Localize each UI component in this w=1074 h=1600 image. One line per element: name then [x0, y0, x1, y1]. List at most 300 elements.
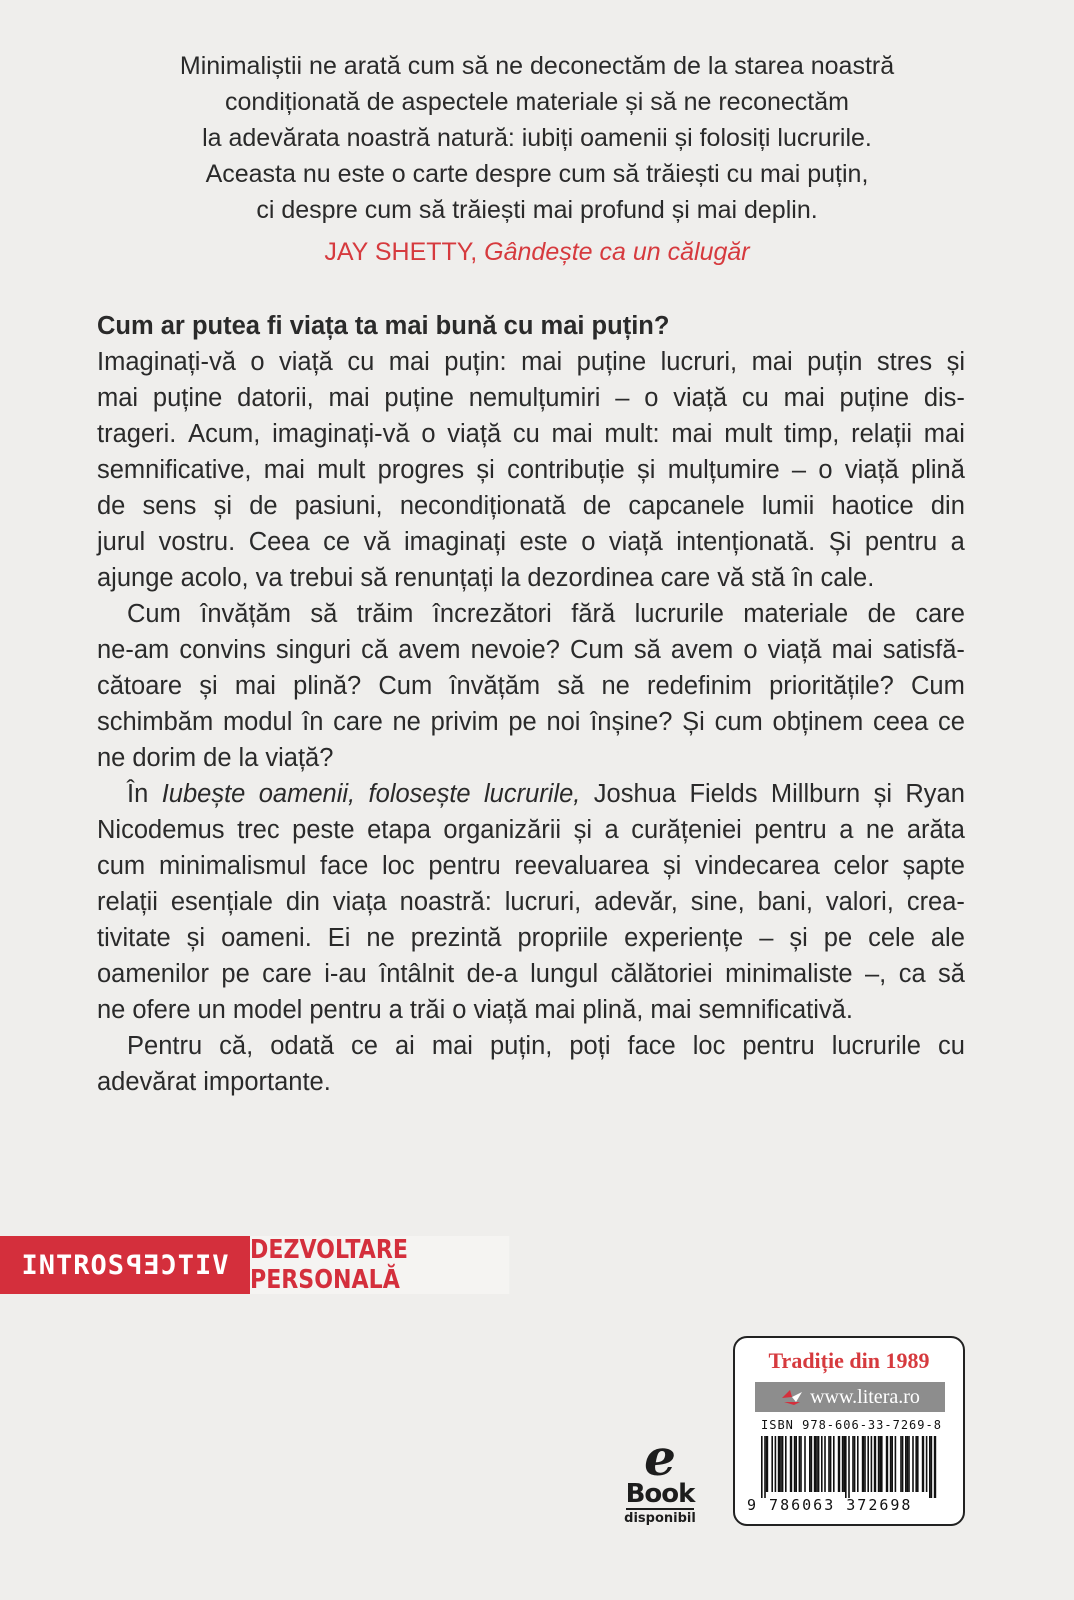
word: capcanele	[628, 492, 745, 520]
ebook-available-text: disponibil	[624, 1511, 696, 1526]
word: haotice	[831, 492, 914, 520]
word: ce	[938, 708, 965, 736]
word: Cum	[127, 600, 181, 628]
word: care	[333, 708, 383, 736]
word: pasiuni,	[294, 492, 383, 520]
word: mai	[234, 672, 276, 700]
word: și	[213, 492, 233, 520]
word: lucrurile	[831, 1032, 921, 1060]
publisher-tradition: Tradiție din 1989	[768, 1348, 930, 1373]
word: trăi	[409, 996, 446, 1024]
text-line	[97, 560, 965, 596]
word: mai	[751, 348, 793, 376]
quote-line: Aceasta nu este o carte despre cum să trăiești cu mai puțin,	[205, 160, 869, 188]
word: cătoare	[97, 672, 183, 700]
word: organizării	[443, 816, 562, 844]
barcode-bar	[824, 1436, 826, 1492]
word: minimaliste	[725, 960, 853, 988]
quote-book-title: Gândește ca un călugăr	[484, 238, 750, 266]
word: un	[197, 996, 226, 1024]
word: o	[452, 996, 467, 1024]
barcode-bar	[862, 1436, 864, 1492]
series-label-mirrored: VITCEP	[125, 1249, 229, 1281]
word: timp,	[784, 420, 840, 448]
word: satisfă-	[882, 636, 965, 664]
word: mult:	[604, 420, 660, 448]
word: valori,	[825, 888, 894, 916]
word: dis-	[923, 384, 965, 412]
word: ne	[97, 744, 126, 772]
word: Cum	[911, 672, 965, 700]
word: pe	[823, 924, 853, 952]
word: Ceea	[248, 528, 310, 556]
barcode-bar	[908, 1436, 910, 1492]
barcode-bar	[886, 1436, 888, 1492]
text-line	[97, 956, 965, 992]
isbn-text: ISBN 978-606-33-7269-8	[761, 1418, 942, 1432]
barcode-bar	[795, 1436, 797, 1492]
word: și	[873, 780, 892, 808]
word: poți	[569, 1032, 611, 1060]
ebook-available-logo	[620, 1428, 700, 1528]
word: Pentru	[127, 1032, 203, 1060]
word: privim	[430, 708, 499, 736]
word: Iubește	[161, 780, 246, 808]
word: renunțați	[394, 564, 494, 592]
word: Acum,	[188, 420, 261, 448]
word: prioritățile?	[769, 672, 894, 700]
word: în	[792, 564, 814, 592]
word: ca	[898, 960, 926, 988]
word: lucrurile	[634, 600, 724, 628]
word: și	[789, 924, 808, 952]
barcode-bar	[816, 1436, 818, 1492]
word: prezintă	[410, 924, 502, 952]
endorsement-quote	[0, 48, 1074, 228]
word: Nicodemus	[97, 816, 225, 844]
word: la	[500, 564, 521, 592]
word: nevoie?	[470, 636, 560, 664]
word: plină?	[293, 672, 362, 700]
word: ale	[930, 924, 965, 952]
word: puține	[384, 384, 454, 412]
word: convins	[179, 636, 266, 664]
word: și	[476, 456, 495, 484]
word: ne-am	[97, 636, 170, 664]
word: și	[637, 456, 656, 484]
word: ne	[97, 996, 126, 1024]
word: înșine?	[590, 708, 673, 736]
word: modul	[222, 708, 293, 736]
word: ne	[366, 924, 395, 952]
word: o	[581, 528, 596, 556]
word: datorii,	[237, 384, 314, 412]
barcode-bar	[900, 1436, 902, 1492]
barcode-bars	[761, 1436, 941, 1498]
word: din	[285, 888, 320, 916]
word: mai	[551, 420, 593, 448]
word: vă	[363, 528, 391, 556]
word: trebui	[289, 564, 354, 592]
barcode-bar	[922, 1436, 924, 1492]
word: stă	[751, 564, 786, 592]
barcode-bar	[814, 1436, 816, 1492]
barcode-bar	[780, 1436, 782, 1492]
word: sine,	[690, 888, 745, 916]
barcode-bar	[828, 1436, 830, 1492]
barcode-bar	[854, 1436, 856, 1492]
text-line	[97, 524, 965, 560]
word: cum	[97, 852, 146, 880]
word: i-au	[324, 960, 367, 988]
quote-line: Minimaliștii ne arată cum să ne deconectăm de la starea noastră	[179, 52, 895, 80]
text-line	[97, 416, 965, 452]
barcode-bar	[845, 1436, 847, 1498]
barcode-bar	[778, 1436, 780, 1492]
word: necondiționată	[399, 492, 566, 520]
word: vostru.	[158, 528, 236, 556]
quote-line: ci despre cum să trăiești mai profund și mai deplin.	[256, 196, 818, 224]
word: trăim	[356, 600, 414, 628]
word: a	[604, 816, 619, 844]
barcode-bar	[881, 1436, 883, 1492]
word: puține	[839, 384, 910, 412]
barcode-bar	[799, 1436, 801, 1492]
word: trageri.	[97, 420, 177, 448]
series-label-normal: INTROS	[21, 1249, 125, 1281]
word: trec	[237, 816, 280, 844]
word: tivitate	[97, 924, 171, 952]
paragraph-4	[97, 1028, 965, 1100]
word: mai	[650, 996, 692, 1024]
barcode-bar	[891, 1436, 893, 1492]
word: să	[360, 564, 388, 592]
text-line	[97, 1064, 965, 1100]
word: ce	[351, 1032, 378, 1060]
word: ce	[323, 528, 351, 556]
barcode-bar	[761, 1436, 763, 1498]
word: plină,	[582, 996, 644, 1024]
quote-author: JAY SHETTY,	[324, 238, 478, 266]
word: imaginați-vă	[272, 420, 410, 448]
word: fără	[571, 600, 616, 628]
ebook-word: Book	[625, 1479, 695, 1509]
word: Joshua	[593, 780, 677, 808]
text-line	[97, 488, 965, 524]
word: a	[839, 816, 854, 844]
word: progres	[377, 456, 465, 484]
word: relații	[97, 888, 158, 916]
word: viață	[673, 384, 728, 412]
word: vă	[717, 564, 745, 592]
barcode-bar	[931, 1436, 933, 1498]
barcode-bar	[867, 1436, 869, 1492]
word: –,	[865, 960, 887, 988]
word: loc	[692, 1032, 726, 1060]
word: să	[938, 960, 965, 988]
word: puțin	[807, 348, 863, 376]
word: mult	[724, 420, 773, 448]
word: adevărat	[97, 1068, 197, 1096]
text-line	[97, 884, 965, 920]
barcode-bar	[934, 1436, 936, 1498]
series-label	[0, 1236, 250, 1294]
ebook-e-letter: e	[644, 1428, 676, 1487]
text-line	[97, 452, 965, 488]
word: de	[582, 492, 612, 520]
category-band	[0, 1236, 555, 1294]
word: cum	[714, 708, 763, 736]
barcode-bar	[929, 1436, 931, 1498]
word: face	[320, 852, 369, 880]
publisher-site-band	[755, 1382, 945, 1412]
barcode-bar	[782, 1436, 784, 1492]
word: propriile	[517, 924, 609, 952]
paragraph-1	[97, 344, 965, 596]
barcode-bar	[842, 1436, 844, 1492]
quote-line: condiționată de aspectele materiale și să ne reconectăm	[225, 88, 849, 116]
barcode-bar	[864, 1436, 866, 1492]
word: Fields	[689, 780, 758, 808]
word: ajunge	[97, 564, 174, 592]
word: semnificativă.	[698, 996, 853, 1024]
word: oameni.	[221, 924, 312, 952]
word: noi	[546, 708, 581, 736]
text-line	[97, 776, 965, 812]
word: să	[633, 636, 661, 664]
word: să	[557, 672, 585, 700]
word: lungul	[530, 960, 599, 988]
barcode-bar	[878, 1436, 880, 1492]
word: viață	[473, 996, 528, 1024]
word: avem	[670, 636, 734, 664]
word: cale.	[820, 564, 875, 592]
word: oamenii,	[258, 780, 356, 808]
word: de	[97, 492, 126, 520]
word: ofere	[132, 996, 191, 1024]
word: –	[615, 384, 630, 412]
word: redefinim	[647, 672, 752, 700]
word: viață	[447, 420, 502, 448]
word: model	[232, 996, 303, 1024]
word: obținem	[772, 708, 864, 736]
word: mai	[671, 420, 713, 448]
word: viață	[608, 528, 663, 556]
word: care	[915, 600, 965, 628]
book-description	[97, 308, 965, 1100]
publisher-site: www.litera.ro	[810, 1385, 920, 1408]
word: ne	[865, 816, 895, 844]
word: ai	[394, 1032, 415, 1060]
text-line	[97, 344, 965, 380]
word: pentru	[754, 816, 827, 844]
word: mai	[783, 384, 825, 412]
word: minimalismul	[158, 852, 307, 880]
word: lucruri,	[504, 888, 582, 916]
word: a	[950, 528, 965, 556]
word: celor	[833, 852, 889, 880]
word: pe	[221, 960, 250, 988]
text-line	[97, 668, 965, 704]
word: dezordinea	[527, 564, 654, 592]
paragraph-2	[97, 596, 965, 776]
word: noastră:	[399, 888, 492, 916]
word: care	[262, 960, 312, 988]
word: avem	[398, 636, 461, 664]
word: și	[662, 852, 682, 880]
word: pentru	[428, 852, 501, 880]
barcode-bar	[905, 1436, 907, 1492]
word: Imaginați-vă	[97, 348, 236, 376]
barcode-bar	[811, 1436, 813, 1492]
text-line	[97, 812, 965, 848]
word: de	[867, 600, 896, 628]
barcode-bar	[809, 1436, 811, 1492]
word: relații	[851, 420, 913, 448]
word: învățăm	[449, 672, 541, 700]
word: Și	[682, 708, 705, 736]
barcode-bar	[926, 1436, 928, 1492]
word: esențiale	[170, 888, 273, 916]
word: Millburn	[770, 780, 861, 808]
word: mai	[521, 348, 563, 376]
barcode-bar	[843, 1436, 845, 1492]
word: cu	[937, 1032, 965, 1060]
word: singuri	[275, 636, 352, 664]
barcode-bar	[852, 1436, 854, 1492]
word: mult	[317, 456, 366, 484]
barcode-bar	[848, 1436, 850, 1498]
word: folosește	[368, 780, 471, 808]
word: întâlnit	[379, 960, 455, 988]
genre-label: DEZVOLTARE PERSONALĂ	[250, 1236, 509, 1294]
word: mai	[263, 456, 305, 484]
barcode-bar	[794, 1436, 796, 1492]
word: arăta	[906, 816, 965, 844]
text-line	[97, 992, 965, 1028]
barcode-bar	[907, 1436, 909, 1492]
litera-logo-icon	[780, 1388, 804, 1406]
barcode-bar	[790, 1436, 792, 1492]
word: mai	[431, 1032, 473, 1060]
word: mai	[328, 384, 370, 412]
word: că,	[219, 1032, 254, 1060]
barcode-bar	[764, 1436, 766, 1498]
word: lumii	[761, 492, 815, 520]
word: stres	[876, 348, 933, 376]
word: viață	[844, 456, 899, 484]
word: și	[573, 816, 592, 844]
word: dorim	[132, 744, 197, 772]
word: mai	[831, 636, 873, 664]
word: cele	[868, 924, 915, 952]
word: puțin,	[489, 1032, 553, 1060]
word: bani,	[757, 888, 813, 916]
barcode-bar	[857, 1436, 859, 1492]
barcode-bar	[915, 1436, 917, 1492]
word: face	[627, 1032, 676, 1060]
word: o	[644, 384, 659, 412]
word: o	[421, 420, 436, 448]
barcode-bar	[818, 1436, 820, 1492]
word: pentru	[309, 996, 382, 1024]
word: loc	[382, 852, 415, 880]
barcode-bar	[912, 1436, 914, 1492]
barcode-bar	[895, 1436, 897, 1492]
word: oamenilor	[97, 960, 209, 988]
word: lucrurile,	[484, 780, 581, 808]
word: contribuție	[507, 456, 625, 484]
word: de	[249, 492, 278, 520]
word: a	[388, 996, 403, 1024]
word: puțin:	[444, 348, 507, 376]
word: plină	[911, 456, 965, 484]
word: importante.	[203, 1068, 331, 1096]
word: intenționată.	[676, 528, 816, 556]
word: viață?	[265, 744, 334, 772]
word: Și	[828, 528, 852, 556]
text-line	[97, 596, 965, 632]
word: cu	[347, 348, 375, 376]
word: schimbăm	[97, 708, 214, 736]
description-heading: Cum ar putea fi viața ta mai bună cu mai puțin?	[97, 312, 670, 340]
word: mai	[97, 384, 139, 412]
word: lucruri,	[660, 348, 738, 376]
word: acolo,	[180, 564, 249, 592]
barcode-bar	[874, 1436, 876, 1492]
word: Ryan	[905, 780, 965, 808]
word: Ei	[327, 924, 351, 952]
word: și	[946, 348, 965, 376]
word: etapa	[367, 816, 431, 844]
word: călătoriei	[610, 960, 713, 988]
word: puține	[152, 384, 223, 412]
text-line	[97, 740, 965, 776]
barcode-bar	[871, 1436, 873, 1492]
word: semnificative,	[97, 456, 252, 484]
quote-attribution	[0, 238, 1074, 267]
word: sens	[142, 492, 197, 520]
text-line	[97, 632, 965, 668]
barcode-bar	[804, 1436, 806, 1492]
word: viață	[767, 636, 822, 664]
word: adevăr,	[594, 888, 678, 916]
word: că	[361, 636, 389, 664]
word: puține	[576, 348, 647, 376]
word: –	[791, 456, 807, 484]
barcode-bar	[800, 1436, 802, 1492]
word: ceea	[872, 708, 929, 736]
word: ne	[392, 708, 421, 736]
word: de	[203, 744, 232, 772]
word: învățăm	[200, 600, 291, 628]
word: o	[743, 636, 758, 664]
word: vindecarea	[695, 852, 820, 880]
word: peste	[292, 816, 355, 844]
word: va	[255, 564, 283, 592]
word: experiențe	[624, 924, 744, 952]
word: încrezători	[432, 600, 552, 628]
word: jurul	[97, 528, 146, 556]
barcode-bar	[771, 1436, 773, 1492]
word: și	[199, 672, 218, 700]
publisher-barcode-box	[733, 1336, 965, 1526]
word: mai	[388, 348, 430, 376]
word: ne	[601, 672, 630, 700]
word: o	[250, 348, 265, 376]
barcode-bar	[890, 1436, 892, 1492]
barcode-bar	[838, 1436, 840, 1492]
